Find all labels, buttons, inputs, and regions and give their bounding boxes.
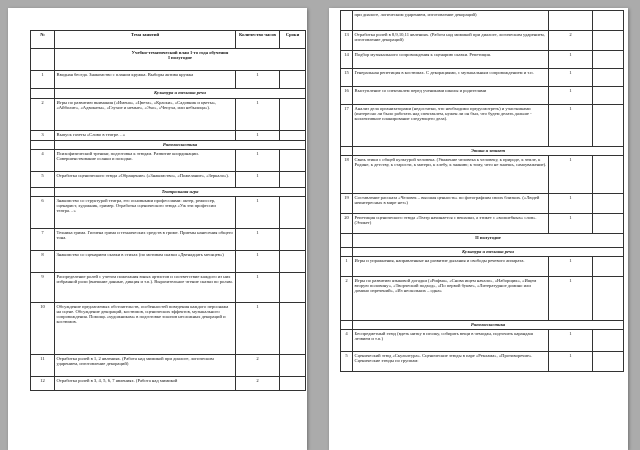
row-hours: 1 bbox=[549, 194, 593, 214]
row-number: 15 bbox=[341, 69, 353, 87]
row-topic: Выступление со спектаклем перед учениками школы и родителями bbox=[353, 87, 549, 105]
subsection-heading: Театральная игра bbox=[55, 188, 306, 197]
table-row bbox=[31, 355, 306, 377]
subsection-heading-row bbox=[341, 321, 624, 330]
row-dates bbox=[593, 214, 624, 234]
row-number: 5 bbox=[31, 172, 55, 188]
table-row bbox=[341, 51, 624, 69]
row-hours: 1 bbox=[549, 257, 593, 277]
row-topic: Игры и упражнения, направленные на развитие дыхания и свободы речевого аппарата. bbox=[353, 257, 549, 277]
row-topic: Вводная беседа. Знакомство с планом кружка. Выборы актива кружка bbox=[55, 71, 236, 89]
row-hours bbox=[549, 11, 593, 31]
row-topic: Обсуждение предлагаемых обстоятельств, особенностей поведения каждого персонажа на сцене. Обсуждение декораций, костюмов, сценических эффектов, музыкального сопровождения. Помощь «художникам» в подготовке эскизов несложных декораций и костюмов. bbox=[55, 303, 236, 355]
row-number: 12 bbox=[31, 377, 55, 391]
row-number bbox=[341, 147, 353, 156]
row-topic: при диалоге, логическим ударением, изготовление декораций) bbox=[353, 11, 549, 31]
row-number: 16 bbox=[341, 87, 353, 105]
row-dates bbox=[280, 229, 306, 251]
table-header-row bbox=[31, 31, 306, 49]
row-dates bbox=[280, 131, 306, 141]
table-row bbox=[341, 87, 624, 105]
row-topic: Распределение ролей с учетом пожелания юных артистов и соответствие каждого из них избранной роли (внешние данные, дикция и т.п.). Выразительное чтение сказки по ролям. bbox=[55, 273, 236, 303]
row-number: 14 bbox=[341, 51, 353, 69]
row-dates bbox=[593, 330, 624, 352]
row-number: 18 bbox=[341, 156, 353, 194]
table-row bbox=[341, 105, 624, 147]
row-topic: Анализ дела организаторами (недостатки, что необходимо предусмотреть) и участниками (интересно ли было работать над спектаклем, нужен ли он был, что будем делать дальше - коллективное планирование следующего дела). bbox=[353, 105, 549, 147]
table-row bbox=[31, 71, 306, 89]
header-num: № bbox=[31, 31, 55, 49]
row-topic: Отработка сценического этюда «Обращение» («Знакомство», «Пожелание», «Зеркало»). bbox=[55, 172, 236, 188]
row-dates bbox=[593, 31, 624, 51]
table-row bbox=[341, 257, 624, 277]
table-row bbox=[341, 277, 624, 321]
row-topic: Выпуск газеты «Слово в театре…» bbox=[55, 131, 236, 141]
row-hours: 1 bbox=[549, 51, 593, 69]
study-plan-table bbox=[30, 30, 306, 391]
subsection-heading-row bbox=[341, 147, 624, 156]
row-dates bbox=[593, 51, 624, 69]
table-row bbox=[341, 352, 624, 372]
row-topic: Подбор музыкального сопровождения к сценарию сказки. Репетиция. bbox=[353, 51, 549, 69]
row-number: 9 bbox=[31, 273, 55, 303]
row-dates bbox=[280, 377, 306, 391]
row-topic: Знакомство со сценарием сказки в стихах (по мотивам сказки «Двенадцать месяцев») bbox=[55, 251, 236, 273]
row-number: 1 bbox=[31, 71, 55, 89]
row-topic: Знакомство со структурой театра, его основными профессиями: актер, режиссер, сценарист, художник, гример. Отработка сценического этюда «Уж эти профессии театра…» bbox=[55, 197, 236, 229]
table-row bbox=[31, 99, 306, 131]
table-row bbox=[341, 69, 624, 87]
row-hours: 1 bbox=[236, 229, 280, 251]
row-dates bbox=[280, 71, 306, 89]
row-number bbox=[341, 321, 353, 330]
document-page-right bbox=[329, 8, 628, 450]
row-dates bbox=[593, 194, 624, 214]
row-hours: 1 bbox=[236, 172, 280, 188]
table-row bbox=[341, 194, 624, 214]
row-topic: Психофизический тренинг, подготовка к этюдам. Развитие координации. Совершенствование осанки и походки. bbox=[55, 150, 236, 172]
row-hours: 2 bbox=[549, 31, 593, 51]
row-number: 4 bbox=[341, 330, 353, 352]
row-dates bbox=[593, 69, 624, 87]
row-dates bbox=[280, 251, 306, 273]
row-hours: 1 bbox=[549, 69, 593, 87]
row-topic: Отработка ролей в 3, 4, 5, 6, 7 явлениях. (Работа над мимикой bbox=[55, 377, 236, 391]
table-row bbox=[341, 156, 624, 194]
table-row bbox=[341, 214, 624, 234]
table-row bbox=[31, 197, 306, 229]
row-number bbox=[341, 248, 353, 257]
study-plan-table-continued bbox=[340, 10, 624, 372]
table-row bbox=[31, 131, 306, 141]
section-heading: II полугодие bbox=[353, 234, 624, 248]
row-number: 19 bbox=[341, 194, 353, 214]
row-topic: Отработка ролей в 1, 2 явлениях. (Работа над мимикой при диалоге, логическим ударением, изготовление декораций) bbox=[55, 355, 236, 377]
row-topic: Отработка ролей в 8,9,10,11 явлениях. (Работа над мимикой при диалоге, логическим ударением, изготовление декораций) bbox=[353, 31, 549, 51]
row-topic: Игры по развитию внимания («Имена», «Цвета», «Краски», «Садовник и цветы», «Айболит», «Адвокаты», «Глухие и немые», «Эхо», «Чепуха, или небылица»). bbox=[55, 99, 236, 131]
header-dates: Сроки bbox=[280, 31, 306, 49]
row-dates bbox=[280, 197, 306, 229]
row-hours: 2 bbox=[236, 377, 280, 391]
table-row bbox=[31, 172, 306, 188]
row-topic: Техника грима. Гигиена грима и технических средств в гриме. Приемы нанесения общего тона. bbox=[55, 229, 236, 251]
table-row bbox=[31, 150, 306, 172]
row-number: 17 bbox=[341, 105, 353, 147]
section-heading-row bbox=[341, 234, 624, 248]
table-row bbox=[341, 31, 624, 51]
row-number: 2 bbox=[341, 277, 353, 321]
row-hours: 1 bbox=[236, 99, 280, 131]
row-hours: 1 bbox=[549, 277, 593, 321]
table-row bbox=[31, 229, 306, 251]
row-number: 13 bbox=[341, 31, 353, 51]
row-dates bbox=[280, 355, 306, 377]
row-dates bbox=[593, 87, 624, 105]
row-dates bbox=[280, 172, 306, 188]
header-hours: Количество часов bbox=[236, 31, 280, 49]
row-hours: 1 bbox=[549, 330, 593, 352]
subsection-heading-row bbox=[31, 188, 306, 197]
table-row bbox=[341, 330, 624, 352]
subsection-heading-row bbox=[31, 89, 306, 99]
row-number: 11 bbox=[31, 355, 55, 377]
row-hours: 1 bbox=[549, 156, 593, 194]
subsection-heading: Культура и техника речи bbox=[353, 248, 624, 257]
row-topic: Генеральная репетиция в костюмах. С декорациями, с музыкальным сопровождением и т.п. bbox=[353, 69, 549, 87]
section-heading-row bbox=[31, 49, 306, 71]
row-dates bbox=[593, 257, 624, 277]
row-dates bbox=[593, 277, 624, 321]
row-dates bbox=[280, 99, 306, 131]
row-hours: 1 bbox=[236, 303, 280, 355]
row-dates bbox=[593, 11, 624, 31]
row-topic: Беспредметный этюд (вдеть нитку в иголку, собирать вещи в чемодан, подточить карандаш лезвием и т.п.) bbox=[353, 330, 549, 352]
row-number: 5 bbox=[341, 352, 353, 372]
row-topic: Сценический этюд «Скульптура». Сценические этюды в паре «Реклама», «Противоречие». Сценические этюды по группам: bbox=[353, 352, 549, 372]
row-number bbox=[341, 11, 353, 31]
row-hours: 1 bbox=[549, 87, 593, 105]
subsection-heading: Ритмопластика bbox=[55, 141, 306, 150]
document-page-left bbox=[8, 8, 307, 450]
row-topic: Игры по развитию языковой догадки («Рифма», «Снова ищем начало», «Наборщик», «Ищем вторую половину», «Творческий подход», «По первой букве», «Литературное домино или домино изречений», «Из нескольких – одна» bbox=[353, 277, 549, 321]
row-topic: Репетиция сценического этюда «Театр начинается с вешалки, а этикет с «волшебных» слов». (Этикет) bbox=[353, 214, 549, 234]
row-hours: 2 bbox=[236, 355, 280, 377]
row-dates bbox=[280, 303, 306, 355]
row-hours: 1 bbox=[549, 105, 593, 147]
table-row bbox=[31, 251, 306, 273]
row-dates bbox=[593, 105, 624, 147]
subsection-heading-row bbox=[341, 248, 624, 257]
row-number: 8 bbox=[31, 251, 55, 273]
row-hours: 1 bbox=[236, 71, 280, 89]
row-number: 10 bbox=[31, 303, 55, 355]
table-row bbox=[31, 273, 306, 303]
row-number bbox=[31, 188, 55, 197]
row-hours: 1 bbox=[236, 197, 280, 229]
row-number: 1 bbox=[341, 257, 353, 277]
row-number bbox=[341, 234, 353, 248]
row-topic: Составление рассказа «Человек – высшая ценность» по фотографиям своих близких. («Людей неинтересных в мире нет») bbox=[353, 194, 549, 214]
subsection-heading: Этика и этикет bbox=[353, 147, 624, 156]
row-number bbox=[31, 89, 55, 99]
row-hours: 1 bbox=[236, 273, 280, 303]
row-number: 7 bbox=[31, 229, 55, 251]
row-dates bbox=[280, 150, 306, 172]
row-number: 3 bbox=[31, 131, 55, 141]
row-hours: 1 bbox=[549, 352, 593, 372]
row-number: 20 bbox=[341, 214, 353, 234]
row-topic: Связь этики с общей культурой человека. (Уважение человека к человеку, к природе, к земле, к Родине, к детству, к старости, к матери, к хлебу, к знанию; к тому, чего не знаешь, самоуважение). bbox=[353, 156, 549, 194]
section-heading: Учебно-тематический план 1-го года обучения I полугодие bbox=[55, 49, 306, 71]
row-hours: 1 bbox=[549, 214, 593, 234]
table-row bbox=[31, 377, 306, 391]
row-number: 4 bbox=[31, 150, 55, 172]
subsection-heading-row bbox=[31, 141, 306, 150]
table-row bbox=[31, 303, 306, 355]
row-dates bbox=[593, 352, 624, 372]
table-row bbox=[341, 11, 624, 31]
row-dates bbox=[593, 156, 624, 194]
row-hours: 1 bbox=[236, 131, 280, 141]
subsection-heading: Ритмопластика bbox=[353, 321, 624, 330]
row-hours: 1 bbox=[236, 150, 280, 172]
header-topic: Тема занятий bbox=[55, 31, 236, 49]
row-number: 2 bbox=[31, 99, 55, 131]
row-hours: 1 bbox=[236, 251, 280, 273]
row-number bbox=[31, 141, 55, 150]
row-dates bbox=[280, 273, 306, 303]
subsection-heading: Культура и техника речи bbox=[55, 89, 306, 99]
row-number: 6 bbox=[31, 197, 55, 229]
row-number bbox=[31, 49, 55, 71]
